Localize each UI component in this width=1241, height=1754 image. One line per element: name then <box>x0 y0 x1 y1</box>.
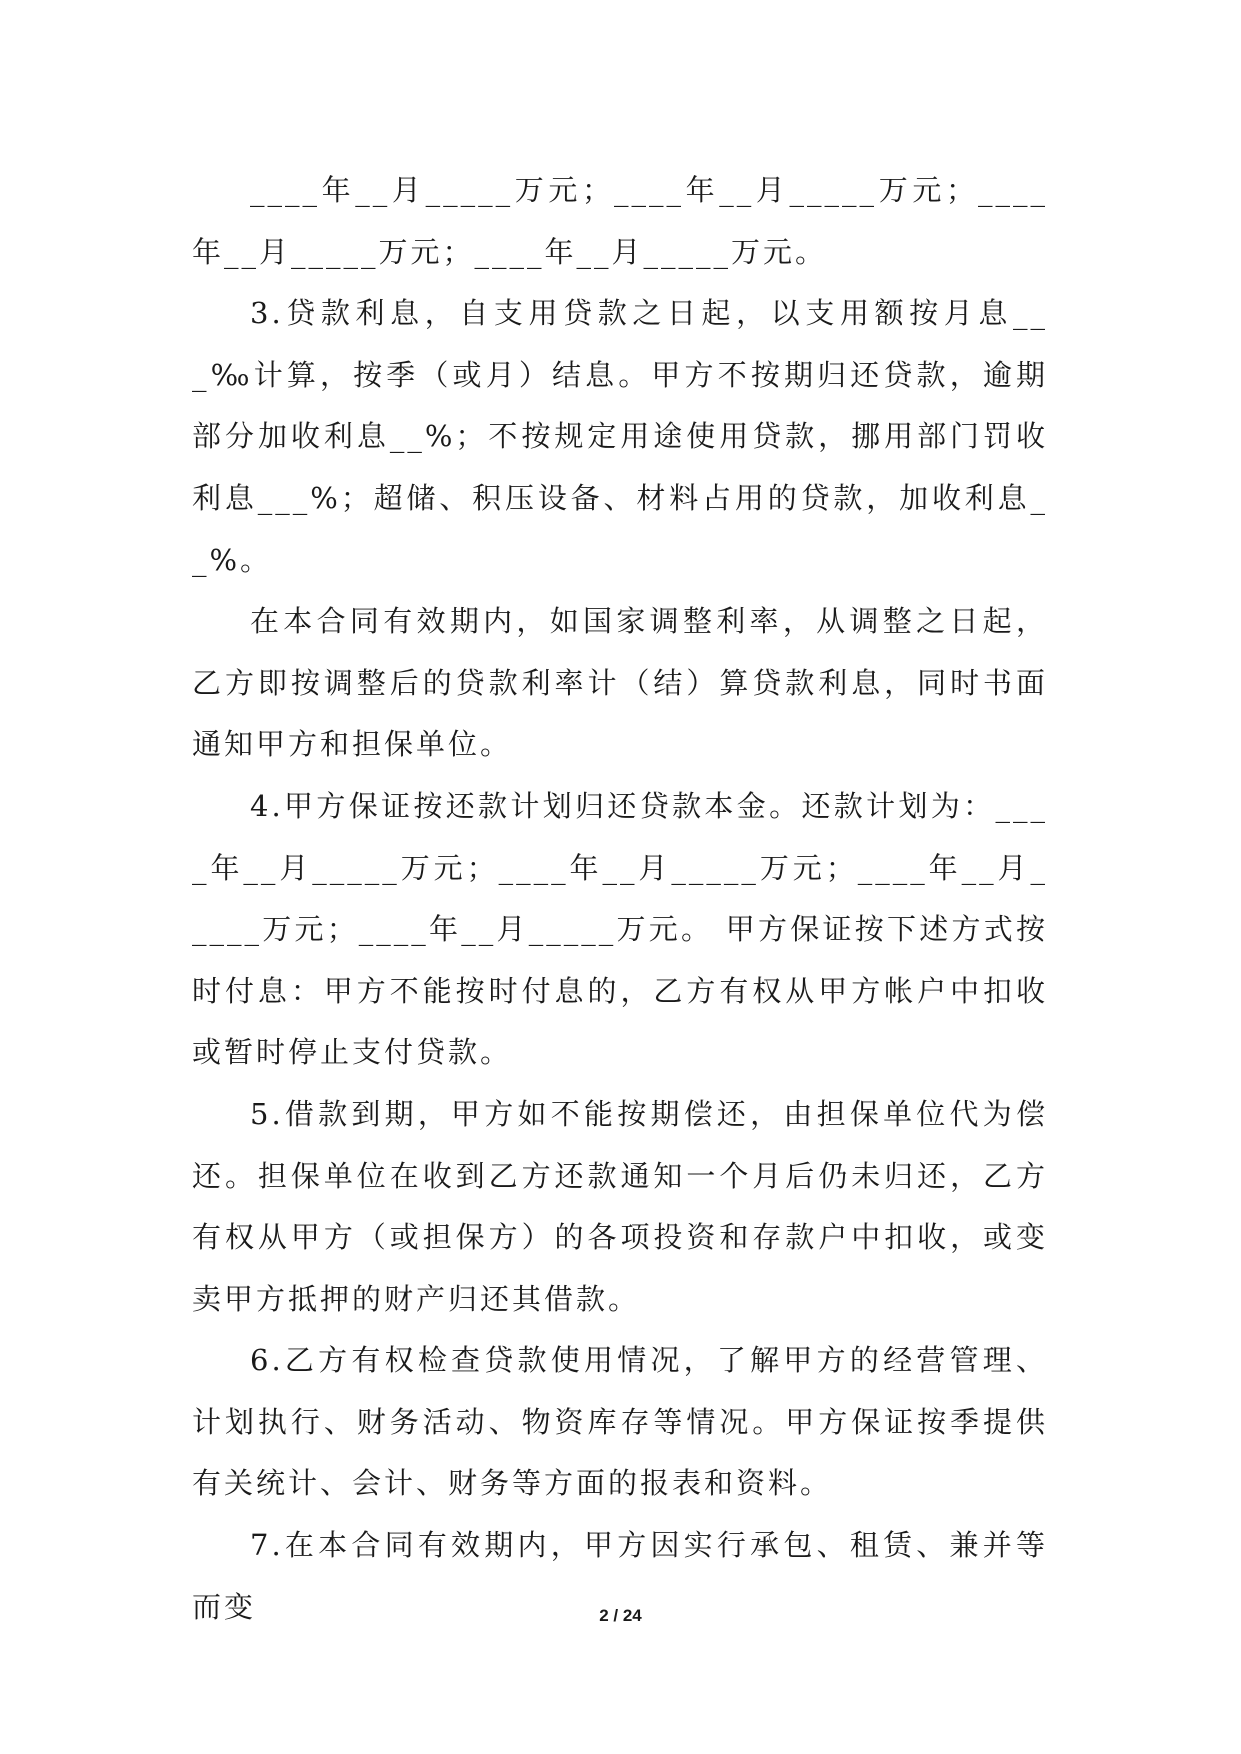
paragraph-rate-adjustment: 在本合同有效期内，如国家调整利率，从调整之日起，乙方即按调整后的贷款利率计（结）算贷款利息，同时书面通知甲方和担保单位。 <box>192 604 1048 762</box>
paragraph-clause-4-repayment: 4.甲方保证按还款计划归还贷款本金。还款计划为：____年__月_____万元；____年__月_____万元；____年__月_____万元；____年__月_____万元。 甲方保证按下述方式按时付息：甲方不能按时付息的，乙方有权从甲方帐户中扣收或暂时停止支付贷款。 <box>192 788 1048 1070</box>
document-body <box>192 160 1048 1638</box>
paragraph-clause-6-inspection: 6.乙方有权检查贷款使用情况，了解甲方的经营管理、计划执行、财务活动、物资库存等情况。甲方保证按季提供有关统计、会计、财务等方面的报表和资料。 <box>192 1343 1048 1501</box>
paragraph-clause-3-interest: 3.贷款利息，自支用贷款之日起，以支用额按月息___‰计算，按季（或月）结息。甲方不按期归还贷款，逾期部分加收利息__%；不按规定用途使用贷款，挪用部门罚收利息___%；超储、积压设备、材料占用的贷款，加收利息__%。 <box>192 296 1048 577</box>
paragraph-clause-7-changes: 7.在本合同有效期内，甲方因实行承包、租赁、兼并等而变 <box>192 1528 1048 1624</box>
paragraph-repayment-schedule-continued: ____年__月_____万元；____年__月_____万元；____年__月_____万元；____年__月_____万元。 <box>192 173 1048 269</box>
page-number: 2 / 24 <box>599 1606 642 1625</box>
paragraph-clause-5-maturity: 5.借款到期，甲方如不能按期偿还，由担保单位代为偿还。担保单位在收到乙方还款通知一个月后仍未归还，乙方有权从甲方（或担保方）的各项投资和存款户中扣收，或变卖甲方抵押的财产归还其借款。 <box>192 1096 1048 1316</box>
